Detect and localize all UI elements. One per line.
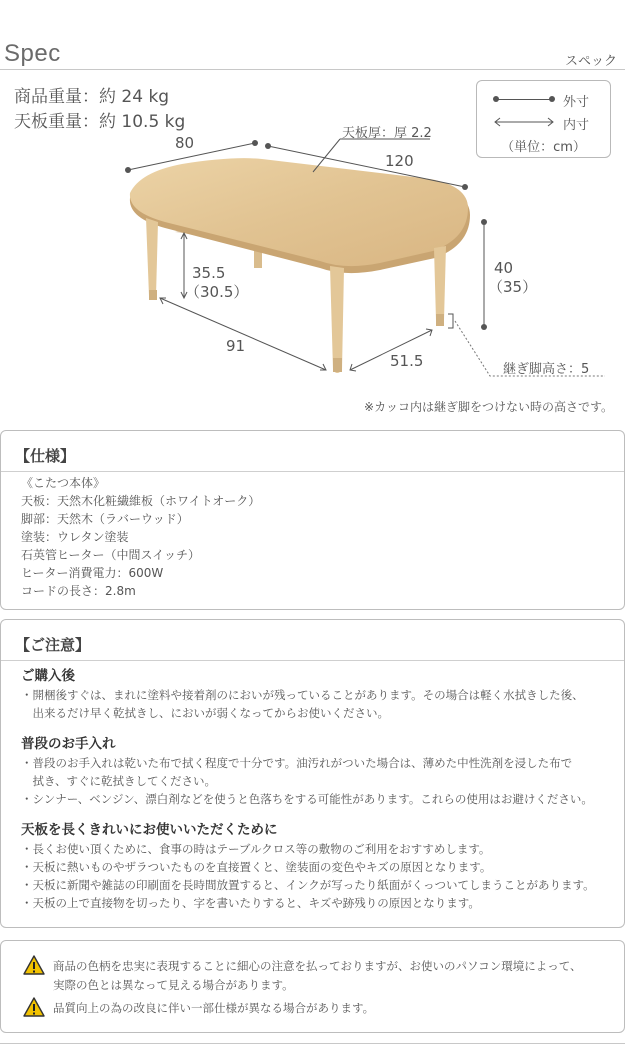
dim-inner-height-short: （30.5） bbox=[185, 283, 249, 301]
dim-outer-height-short: （35） bbox=[488, 278, 538, 296]
caution-bullet: ・普段のお手入れは乾いた布で拭く程度で十分です。油汚れがついた場合は、薄めた中性洗剤を浸した布で bbox=[21, 756, 573, 770]
dim-width: 120 bbox=[385, 152, 414, 170]
legend-unit: （単位：cm） bbox=[501, 140, 586, 155]
warning-text: 商品の色柄を忠実に表現することに細心の注意を払っておりますが、お使いのパソコン環境によって、 bbox=[53, 959, 582, 973]
caution-bullet: ・長くお使い頂くために、食事の時はテーブルクロス等の敷物のご利用をおすすめします。 bbox=[21, 842, 491, 856]
warning-icon bbox=[23, 997, 45, 1017]
spec-line: 《こたつ本体》 bbox=[21, 476, 106, 490]
dim-outer-height: 40 bbox=[494, 259, 514, 277]
specs-card bbox=[0, 430, 625, 610]
caution-bullet: 出来るだけ早く乾拭きし、においが弱くなってからお使いください。 bbox=[21, 706, 389, 720]
caution-bullet: ・天板の上で直接物を切ったり、字を書いたりすると、キズや跡残りの原因となります。 bbox=[21, 896, 480, 910]
caution-bullet: ・シンナー、ベンジン、漂白剤などを使うと色落ちをする可能性があります。これらの使用はお避けください。 bbox=[21, 792, 593, 806]
spec-line: 脚部：天然木（ラバーウッド） bbox=[21, 512, 189, 526]
table-diagram bbox=[0, 120, 625, 390]
dim-top-thickness: 天板厚：厚 2.2 bbox=[342, 126, 432, 141]
warning-text: 品質向上の為の改良に伴い一部仕様が異なる場合があります。 bbox=[53, 1001, 375, 1015]
caution-bullet: ・天板に熱いものやザラついたものを直接置くと、塗装面の変色やキズの原因となります。 bbox=[21, 860, 492, 874]
caution-bullet: ・開梱後すぐは、まれに塗料や接着剤のにおいが残っていることがあります。その場合は軽く水拭きした後、 bbox=[21, 688, 584, 702]
caution-card bbox=[0, 619, 625, 928]
tabletop bbox=[130, 158, 468, 266]
product-weight: 商品重量：約 24 kg bbox=[14, 87, 170, 107]
spec-line: 天板：天然木化粧繊維板（ホワイトオーク） bbox=[21, 494, 261, 508]
outer-dots-icon bbox=[493, 92, 555, 108]
warnings-card bbox=[0, 940, 625, 1033]
page-subtitle: スペック bbox=[564, 54, 617, 69]
caution-bullet: ・天板に新聞や雑誌の印刷面を長時間放置すると、インクが写ったり紙面がくっついてしまうことがあります。 bbox=[21, 878, 595, 892]
footer-divider bbox=[0, 1043, 625, 1044]
caution-section-title: ご購入後 bbox=[21, 668, 75, 684]
table-leg-left bbox=[146, 218, 158, 299]
dim-inner-depth: 51.5 bbox=[390, 352, 424, 370]
caution-section-title: 天板を長くきれいにお使いいただくために bbox=[21, 822, 278, 838]
dim-inner-height: 35.5 bbox=[192, 264, 226, 282]
dim-extension-leg: 継ぎ脚高さ：5 bbox=[503, 362, 590, 377]
dim-inner-width: 91 bbox=[226, 337, 246, 355]
caution-bullet: 拭き、すぐに乾拭きしてください。 bbox=[21, 774, 217, 788]
spec-line: ヒーター消費電力：600W bbox=[21, 566, 164, 580]
warning-text: 実際の色とは異なって見える場合があります。 bbox=[53, 978, 294, 992]
table-leg-front bbox=[330, 266, 344, 373]
top-weight: 天板重量：約 10.5 kg bbox=[14, 112, 186, 132]
caution-section-title: 普段のお手入れ bbox=[21, 736, 116, 752]
caution-heading: 【ご注意】 bbox=[15, 636, 91, 654]
height-note: ※カッコ内は継ぎ脚をつけない時の高さです。 bbox=[364, 400, 613, 414]
spec-line: コードの長さ：2.8m bbox=[21, 584, 136, 598]
specs-heading: 【仕様】 bbox=[15, 447, 76, 465]
page-title: Spec bbox=[4, 40, 61, 67]
spec-line: 塗装：ウレタン塗装 bbox=[21, 530, 129, 544]
table-leg-right bbox=[434, 246, 446, 323]
warning-icon bbox=[23, 955, 45, 975]
header-divider bbox=[0, 69, 625, 70]
caution-divider bbox=[1, 660, 624, 661]
dim-depth: 80 bbox=[175, 134, 195, 152]
spec-line: 石英管ヒーター（中間スイッチ） bbox=[21, 548, 201, 562]
dimension-legend: 外寸 内寸 （単位：cm） bbox=[476, 80, 611, 158]
specs-divider bbox=[1, 471, 624, 472]
